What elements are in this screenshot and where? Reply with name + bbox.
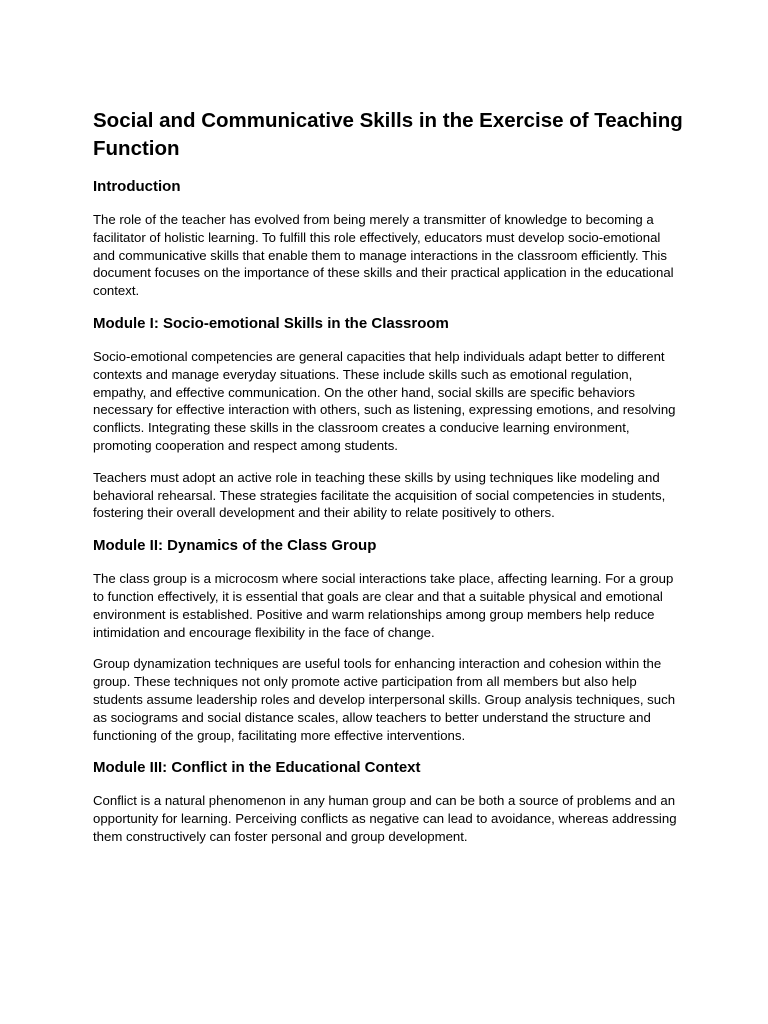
section-introduction [93,177,683,300]
section-module-3 [93,758,683,845]
section-heading: Module III: Conflict in the Educational Context [93,759,421,777]
paragraph: Group dynamization techniques are useful tools for enhancing interaction and cohesion within the group. These techniques not only promote active participation from all members but also help students assume leadership roles and develop interpersonal skills. Group analysis techniques, such as sociograms and social distance scales, allow teachers to better understand the structure and functioning of the group, facilitating more effective interventions. [93,656,676,743]
paragraph: The role of the teacher has evolved from being merely a transmitter of knowledge to becoming a facilitator of holistic learning. To fulfill this role effectively, educators must develop socio-emotional and communicative skills that enable them to manage interactions in the classroom efficiently. This document focuses on the importance of these skills and their practical application in the educational context. [93,212,674,299]
section-module-1 [93,314,683,522]
paragraph: Conflict is a natural phenomenon in any human group and can be both a source of problems and an opportunity for learning. Perceiving conflicts as negative can lead to avoidance, whereas addressing them constructively can foster personal and group development. [93,793,677,844]
document-title: Social and Communicative Skills in the Exercise of Teaching Function [93,109,683,160]
section-heading: Introduction [93,178,181,195]
paragraph: Teachers must adopt an active role in teaching these skills by using techniques like modeling and behavioral rehearsal. These strategies facilitate the acquisition of social competencies in students, fostering their overall development and their ability to relate positively to others. [93,469,666,521]
document-page [93,107,683,860]
section-heading: Module II: Dynamics of the Class Group [93,537,377,555]
section-heading: Module I: Socio-emotional Skills in the Classroom [93,314,449,332]
paragraph: The class group is a microcosm where social interactions take place, affecting learning. For a group to function effectively, it is essential that goals are clear and that a suitable physical and emotional environment is established. Positive and warm relationships among group members help reduce intimidation and encourage flexibility in the face of change. [93,571,674,640]
section-module-2 [93,536,683,744]
paragraph: Socio-emotional competencies are general capacities that help individuals adapt better to different contexts and manage everyday situations. These include skills such as emotional regulation, empathy, and effective communication. On the other hand, social skills are specific behaviors necessary for effective interaction with others, such as listening, expressing emotions, and resolving conflicts. Integrating these skills in the classroom creates a conducive learning environment, promoting cooperation and respect among students. [93,348,676,453]
